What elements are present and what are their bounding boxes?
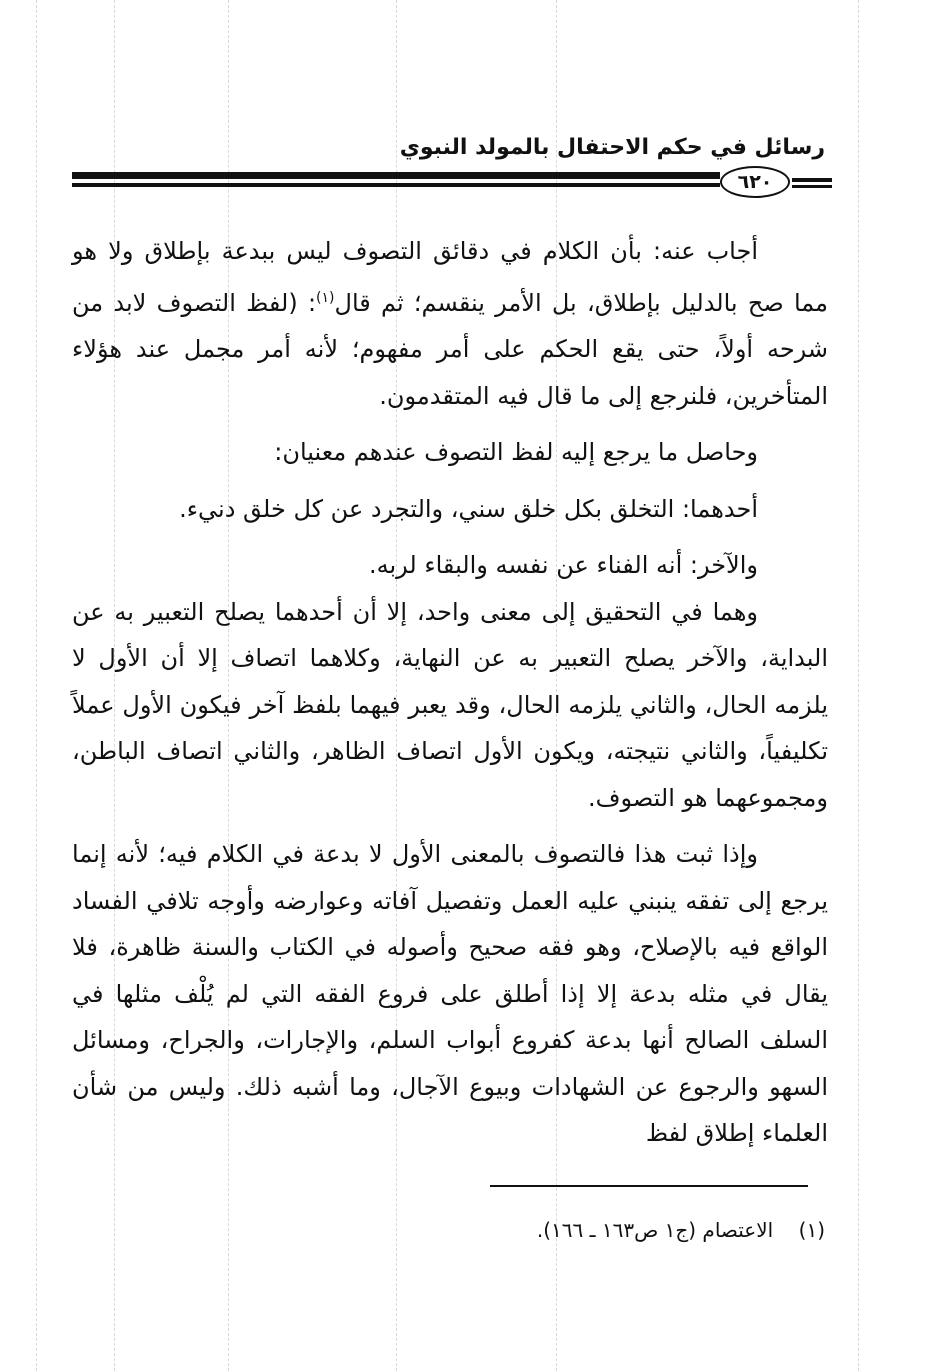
scan-guide-line xyxy=(858,0,859,1371)
footnote-separator xyxy=(490,1185,808,1187)
paragraph: وهما في التحقيق إلى معنى واحد، إلا أن أحدهما يصلح التعبير به عن البداية، والآخر يصلح التعبير به عن النهاية، وكلاهما اتصاف إلا أن الأول لا يلزمه الحال، والثاني يلزمه الحال، وقد يعبر فيهما بلفظ آخر فيكون الأول عملاً تكليفياً، والثاني نتيجته، ويكون الأول اتصاف الظاهر، والثاني اتصاف الباطن، ومجموعهما هو التصوف. xyxy=(72,597,828,812)
page-number: ٦٢٠ xyxy=(720,166,790,198)
paragraph: والآخر: أنه الفناء عن نفسه والبقاء لربه. xyxy=(368,551,758,579)
paragraph: أحدهما: التخلق بكل خلق سني، والتجرد عن كل خلق دنيء. xyxy=(179,494,758,523)
header-rule xyxy=(72,172,720,190)
body-text xyxy=(72,228,828,1157)
paragraph: وحاصل ما يرجع إليه لفظ التصوف عندهم معنيان: xyxy=(274,438,758,466)
footnote xyxy=(537,1218,825,1242)
paragraph: أجاب عنه: بأن الكلام في دقائق التصوف ليس ببدعة بإطلاق ولا هو مما صح بالدليل بإطلاق، بل الأمر ينقسم؛ ثم قال$^{(١)}$: (لفظ التصوف لابد من شرحه أولاً، حتى يقع الحكم على أمر مفهوم؛ لأنه أمر مجمل عند هؤلاء المتأخرين، فلنرجع إلى ما قال فيه المتقدمون. xyxy=(72,237,828,410)
paragraph: وإذا ثبت هذا فالتصوف بالمعنى الأول لا بدعة في الكلام فيه؛ لأنه إنما يرجع إلى تفقه ينبني عليه العمل وتفصيل آفاته وعوارضه وأوجه تلافي الفساد الواقع فيه بالإصلاح، وهو فقه صحيح وأصوله في الكتاب والسنة ظاهرة، فلا يقال في مثله بدعة إلا إذا أطلق على فروع الفقه التي لم يُلْف مثلها في السلف الصالح أنها بدعة كفروع أبواب السلم، والإجارات، والجراح، ومسائل السهو والرجوع عن الشهادات وبيوع الآجال، وما أشبه ذلك. وليس من شأن العلماء إطلاق لفظ xyxy=(72,840,828,1147)
header-rule-end xyxy=(792,178,832,190)
scan-guide-line xyxy=(36,0,37,1371)
footnote-marker[interactable]: (١) xyxy=(316,289,335,306)
running-header-title: رسائل في حكم الاحتفال بالمولد النبوي xyxy=(399,135,825,160)
footnote-number: (١) xyxy=(798,1218,825,1242)
footnote-text: الاعتصام (ج١ ص١٦٣ ـ ١٦٦). xyxy=(536,1218,774,1242)
